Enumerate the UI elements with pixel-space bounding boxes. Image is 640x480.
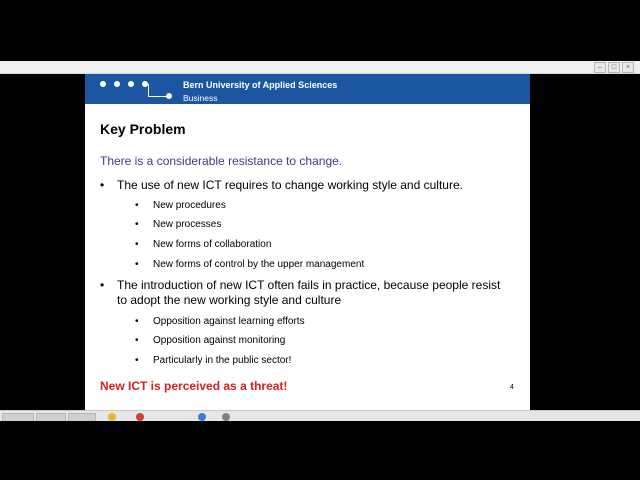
banner-dot <box>100 81 106 87</box>
sub-bullet-text: Opposition against monitoring <box>153 335 286 346</box>
slide-title: Key Problem <box>100 121 186 137</box>
banner-dot <box>114 81 120 87</box>
bullet-mark: • <box>135 200 139 211</box>
bullet-mark: • <box>135 316 139 327</box>
sub-bullet-text: New processes <box>153 219 222 230</box>
close-icon[interactable]: × <box>622 62 634 73</box>
lead-statement: There is a considerable resistance to change. <box>100 154 343 168</box>
bullet-text: The use of new ICT requires to change working style and culture. <box>117 178 463 192</box>
app-icon[interactable] <box>222 413 230 421</box>
banner-dots <box>100 81 148 87</box>
folder-icon[interactable] <box>108 413 116 421</box>
bullet-text: The introduction of new ICT often fails in practice, because people resist to adopt the new working style and culture <box>117 278 501 307</box>
window-top-bar <box>0 61 640 74</box>
right-letterbox <box>530 74 640 410</box>
bullet-mark: • <box>135 239 139 250</box>
presentation-slide <box>85 74 530 410</box>
window-controls <box>594 62 634 73</box>
bullet-mark: • <box>135 219 139 230</box>
sub-bullet-text: New forms of collaboration <box>153 239 272 250</box>
browser-icon[interactable] <box>198 413 206 421</box>
banner-dot <box>166 93 172 99</box>
sub-bullet-text: New forms of control by the upper management <box>153 259 365 270</box>
bullet-mark: • <box>100 178 105 192</box>
university-banner <box>85 74 530 104</box>
bullet-mark: • <box>100 278 105 292</box>
bullet-mark: • <box>135 259 139 270</box>
page-number: 4 <box>510 384 514 391</box>
minimize-icon[interactable]: – <box>594 62 606 73</box>
bullet-mark: • <box>135 355 139 366</box>
sub-bullet-text: New procedures <box>153 200 226 211</box>
department-name: Business <box>183 93 218 103</box>
left-letterbox <box>0 74 85 410</box>
taskbar <box>0 410 640 421</box>
closing-statement: New ICT is perceived as a threat! <box>100 379 288 393</box>
university-name: Bern University of Applied Sciences <box>183 80 338 90</box>
maximize-icon[interactable]: □ <box>608 62 620 73</box>
banner-dot <box>128 81 134 87</box>
sub-bullet-text: Opposition against learning efforts <box>153 316 305 327</box>
bottom-letterbox <box>0 421 640 480</box>
sub-bullet-text: Particularly in the public sector! <box>153 355 292 366</box>
app-icon[interactable] <box>136 413 144 421</box>
bullet-mark: • <box>135 335 139 346</box>
